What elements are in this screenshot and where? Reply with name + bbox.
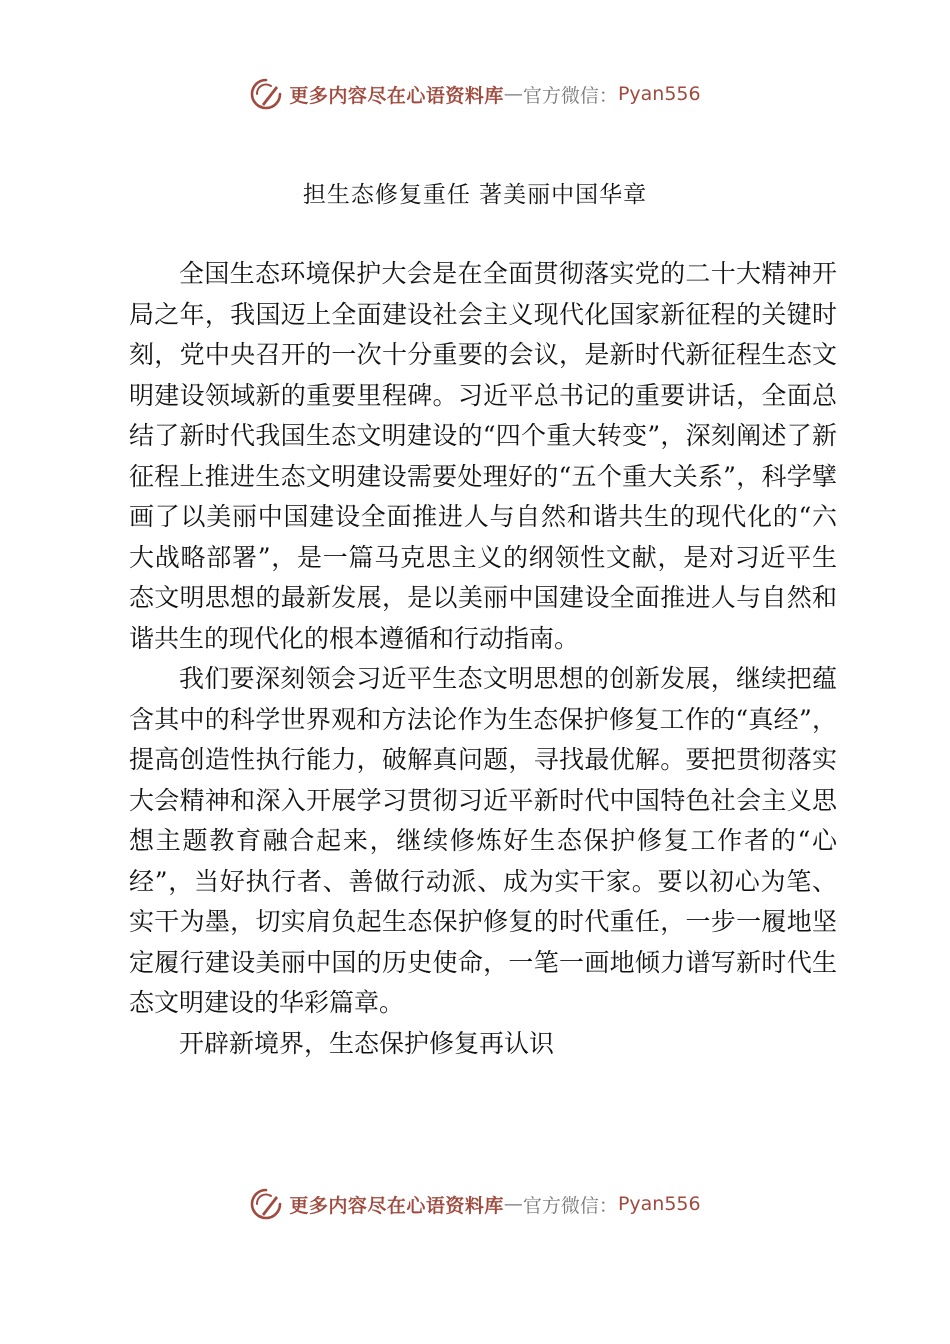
section-heading: 开辟新境界，生态保护修复再认识	[179, 1028, 555, 1058]
banner-wechat-id: Pyan556	[617, 83, 701, 105]
document-title: 担生态修复重任 著美丽中国华章	[302, 182, 648, 208]
banner-official-label: 官方微信：	[522, 1194, 618, 1217]
banner-separator: —	[503, 1193, 523, 1215]
paragraph: 我们要深刻领会习近平生态文明思想的创新发展，继续把蕴含其中的科学世界观和方法论作为生态保护修复工作的“真经”，提高创造性执行能力，破解真问题，寻找最优解。要把贯彻落实大会精神和深入开展学习贯彻习近平新时代中国特色社会主义思想主题教育融合起来，继续修炼好生态保护修复工作者的“心经”，当好执行者、善做行动派、成为实干家。要以初心为笔、实干为墨，切实肩负起生态保护修复的时代重任，一步一履地坚定履行建设美丽中国的历史使命，一笔一画地倾力谱写新时代生态文明建设的华彩篇章。	[129, 664, 837, 1017]
brush-circle-logo-icon	[249, 1187, 283, 1221]
footer-banner	[0, 1182, 950, 1226]
banner-brand-text: 更多内容尽在心语资料库	[289, 84, 504, 107]
brush-circle-logo-icon	[249, 77, 283, 111]
paragraph: 全国生态环境保护大会是在全面贯彻落实党的二十大精神开局之年，我国迈上全面建设社会主义现代化国家新征程的关键时刻，党中央召开的一次十分重要的会议，是新时代新征程生态文明建设领域新的重要里程碑。习近平总书记的重要讲话，全面总结了新时代我国生态文明建设的“四个重大转变”，深刻阐述了新征程上推进生态文明建设需要处理好的“五个重大关系”，科学擘画了以美丽中国建设全面推进人与自然和谐共生的现代化的“六大战略部署”，是一篇马克思主义的纲领性文献，是对习近平生态文明思想的最新发展，是以美丽中国建设全面推进人与自然和谐共生的现代化的根本遵循和行动指南。	[129, 259, 837, 653]
banner-wechat-id: Pyan556	[617, 1193, 701, 1215]
header-banner	[0, 72, 950, 116]
banner-official-label: 官方微信：	[522, 84, 618, 107]
document-body	[129, 254, 837, 1064]
banner-brand-text: 更多内容尽在心语资料库	[289, 1194, 504, 1217]
banner-separator: —	[503, 83, 523, 105]
